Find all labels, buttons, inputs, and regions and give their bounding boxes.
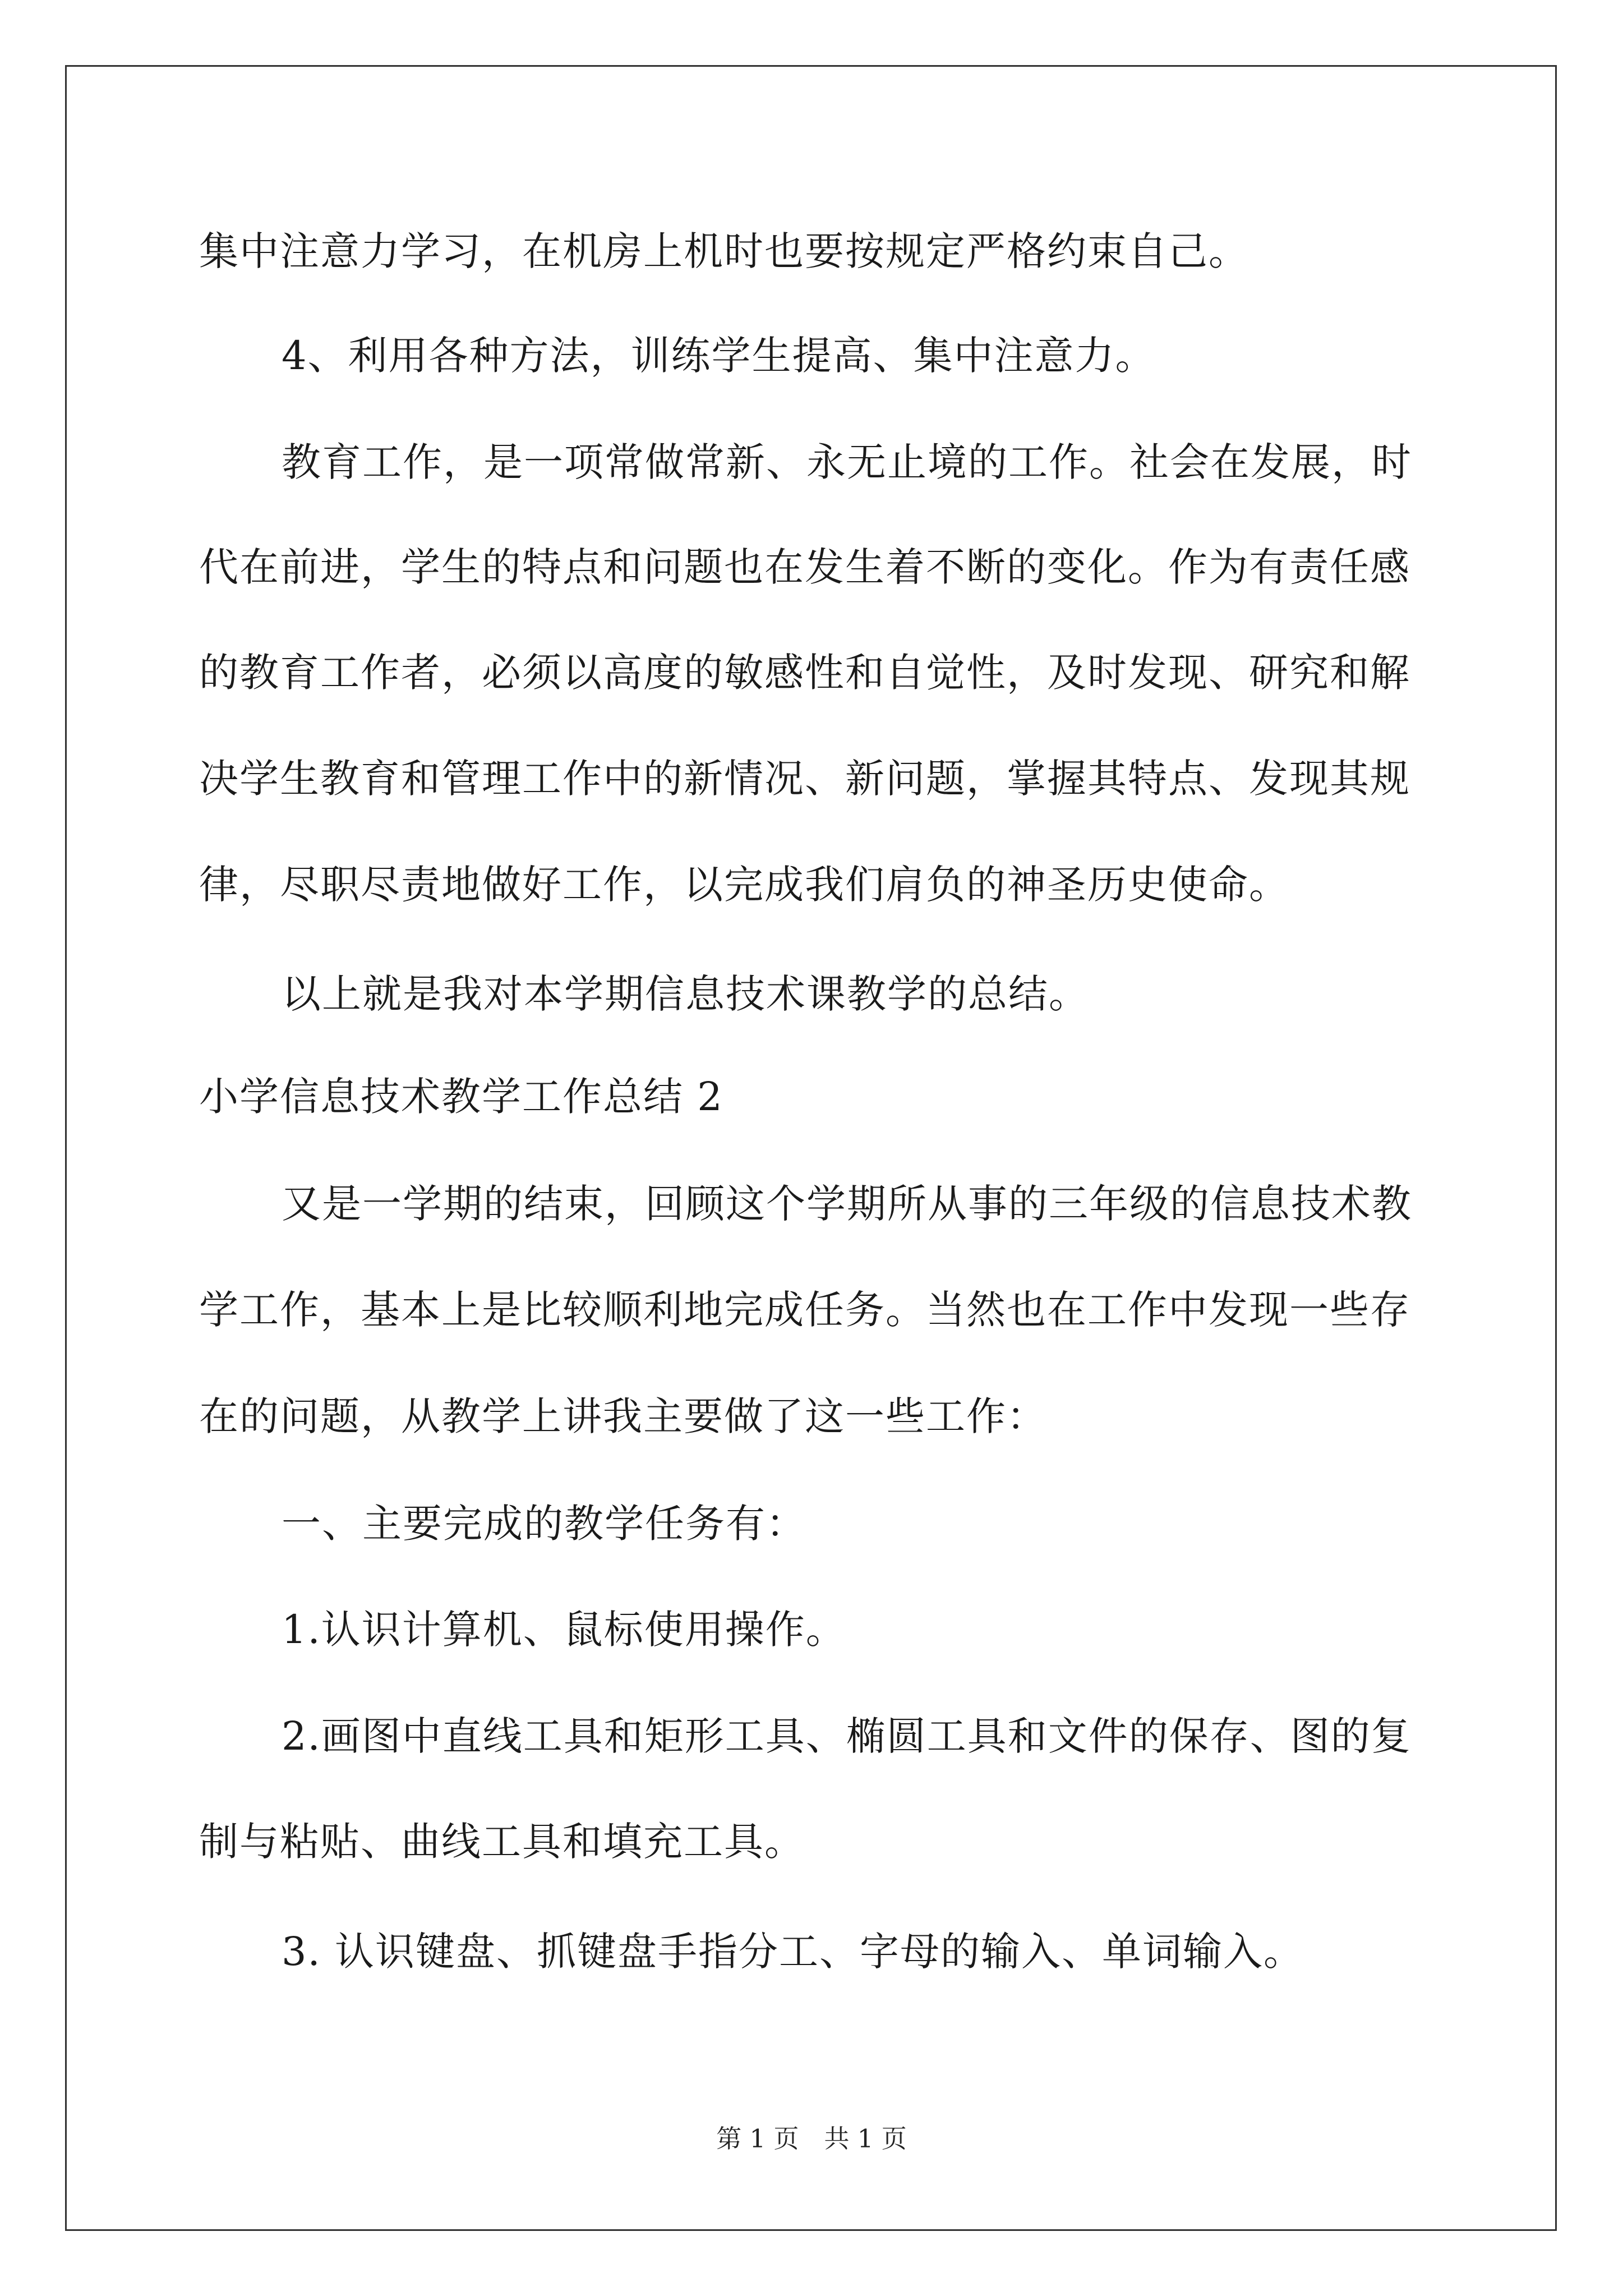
text-line: 在的问题，从教学上讲我主要做了这一些工作： (199, 1393, 1047, 1439)
text-line: 律，尽职尽责地做好工作，以完成我们肩负的神圣历史使命。 (199, 862, 1289, 908)
text-line: 决学生教育和管理工作中的新情况、新问题，掌握其特点、发现其规 (199, 756, 1410, 802)
text-line: 制与粘贴、曲线工具和填充工具。 (199, 1819, 805, 1865)
page-footer: 第 1 页 共 1 页 (716, 2124, 907, 2154)
list-item: 1.认识计算机、鼠标使用操作。 (282, 1607, 846, 1653)
text-line: 代在前进，学生的特点和问题也在发生着不断的变化。作为有责任感 (199, 544, 1410, 590)
text-line: 教育工作，是一项常做常新、永无止境的工作。社会在发展，时 (282, 439, 1412, 485)
text-line: 以上就是我对本学期信息技术课教学的总结。 (282, 971, 1089, 1017)
text-line: 一、主要完成的教学任务有： (282, 1501, 806, 1547)
section-heading: 小学信息技术教学工作总结 2 (199, 1074, 723, 1120)
text-line: 4、利用各种方法，训练学生提高、集中注意力。 (282, 333, 1156, 379)
text-line: 的教育工作者，必须以高度的敏感性和自觉性，及时发现、研究和解 (199, 650, 1410, 696)
list-item: 3. 认识键盘、抓键盘手指分工、字母的输入、单词输入。 (282, 1929, 1304, 1975)
text-line: 集中注意力学习，在机房上机时也要按规定严格约束自己。 (199, 228, 1249, 274)
text-line: 学工作，基本上是比较顺利地完成任务。当然也在工作中发现一些存 (199, 1287, 1410, 1333)
text-line: 又是一学期的结束，回顾这个学期所从事的三年级的信息技术教 (282, 1181, 1412, 1227)
page-border (65, 65, 1557, 2231)
list-item: 2.画图中直线工具和矩形工具、椭圆工具和文件的保存、图的复 (282, 1713, 1412, 1759)
